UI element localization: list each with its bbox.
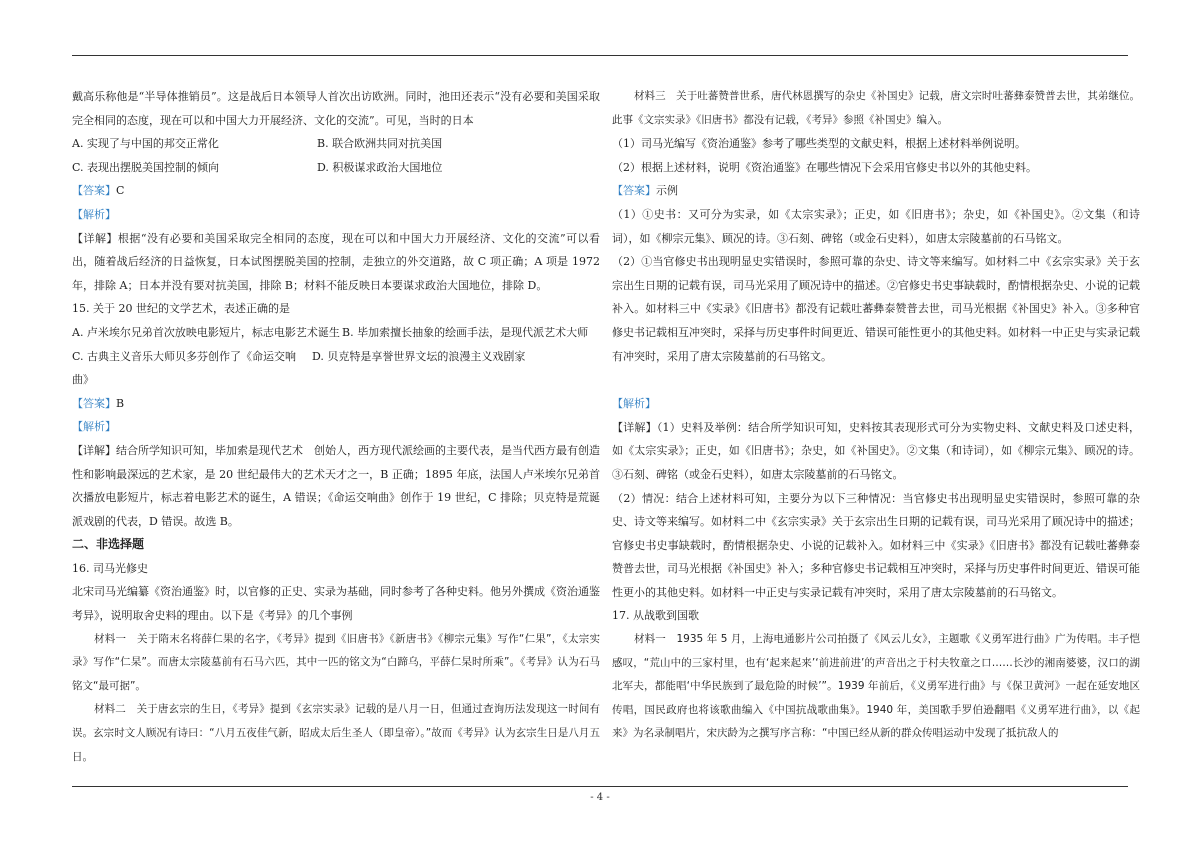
q15-option-a: A. 卢米埃尔兄弟首次放映电影短片，标志电影艺术诞生 [72, 325, 340, 339]
q14-stem-tail: 戴高乐称他是“半导体推销员”。这是战后日本领导人首次出访欧洲。同时，池田还表示“没有必要和美国采取完全相同的态度，现在可以和中国大力开展经济、文化的交流”。可见，当时的日本 [72, 90, 600, 127]
answer-label: 【答案】 [72, 396, 116, 410]
q16-detail-part-2: （2）情况：结合上述材料可知，主要分为以下三种情况：当官修史书出现明显史实错误时，参照可靠的杂史、诗文等来编写。如材料二中《玄宗实录》关于玄宗出生日期的记载有误，司马光采用了顾况诗中的描述；官修史书史事缺载时，酌情根据杂史、小说的记载补入。如材料三中《实录》《旧唐书》都没有记载吐蕃彝泰赞普去世，司马光根据《补国史》补入；多种官修史书记载相互冲突时，采择与历史事件时间更近、错误可能性更小的其他史料。如材料一中正史与实录记载有冲突时，采用了唐太宗陵墓前的石马铭文。 [612, 491, 1140, 599]
q16-material-2: 材料二 关于唐玄宗的生日，《考异》提到《玄宗实录》记载的是八月一日，但通过查询历法发现这一时间有误。玄宗时文人顾况有诗曰：“八月五夜佳气新，昭成太后生圣人（即皇帝）。”故而《考异》认为玄宗生日是八月五日。 [72, 703, 600, 763]
q17-title: 17. 从战歌到国歌 [612, 609, 699, 623]
detail-label: 【详解】 [612, 420, 657, 434]
q14-option-c: C. 表现出摆脱美国控制的倾向 [72, 160, 220, 174]
detail-text: 结合所学知识可知，毕加索是现代艺术 创始人，西方现代派绘画的主要代表，是当代西方最有创造性和影响最深远的艺术家，是 20 世纪最伟大的艺术天才之一，B 正确；1895 年底，法国人卢米埃尔兄弟首次播放电影短片，标志着电影艺术的诞生，A 错误；《命运交响曲》创作于 19 世纪，C 排除；贝克特是荒诞派戏剧的代表，D 错误。故选 B。 [72, 443, 600, 528]
q14-options-row-1 [72, 132, 600, 156]
q16-stem: 北宋司马光编纂《资治通鉴》时，以官修的正史、实录为基础，同时参考了各种史料。他另外撰成《资治通鉴考异》，说明取舍史料的理由。以下是《考异》的几个事例 [72, 585, 600, 623]
analysis-label: 【解析】 [72, 420, 116, 434]
q15-option-b: B. 毕加索擅长抽象的绘画手法，是现代派艺术大师 [342, 325, 589, 339]
q15-detail [72, 439, 600, 533]
q16-material-1: 材料一 关于隋末名将薛仁果的名字，《考异》提到《旧唐书》《新唐书》《柳宗元集》写作“仁果”，《太宗实录》写作“仁杲”。而唐太宗陵墓前有石马六匹，其中一匹的铭文为“白蹄乌，平薛仁杲时所乘”。《考异》认为石马铭文“最可据”。 [72, 632, 600, 692]
analysis-label: 【解析】 [612, 397, 656, 411]
detail-text: 根据“没有必要和美国采取完全相同的态度，现在可以和中国大力开展经济、文化的交流”可以看出，随着战后经济的日益恢复，日本试图摆脱美国的控制，走独立的外交道路，故 C 项正确；A 项是 1972 年，排除 A；日本并没有要对抗美国，排除 B；材料不能反映日本要谋求政治大国地位，排除 D。 [72, 231, 601, 292]
q16-answer-part-1: （1）①史书：又可分为实录，如《太宗实录》；正史，如《旧唐书》；杂史，如《补国史》。②文集（和诗词），如《柳宗元集》、顾况的诗。③石刻、碑铭（或金石史料），如唐太宗陵墓前的石马铭文。 [612, 207, 1140, 245]
q16-answer-part-2: （2）①当官修史书出现明显史实错误时，参照可靠的杂史、诗文等来编写。如材料二中《玄宗实录》关于玄宗出生日期的记载有误，司马光采用了顾况诗中的描述。②官修史书史事缺载时，酌情根据杂史、小说的记载补入。如材料三中《实录》《旧唐书》都没有记载吐蕃彝泰赞普去世，司马光根据《补国史》补入。③多种官修史书记载相互冲突时，采择与历史事件时间更近、错误可能性更小的其他史料。如材料一中正史与实录记载有冲突时，采用了唐太宗陵墓前的石马铭文。 [612, 255, 1140, 363]
section-title: 二、非选择题 [72, 537, 145, 552]
q15-stem: 15. 关于 20 世纪的文学艺术，表述正确的是 [72, 302, 290, 316]
q16-detail-part-1 [612, 416, 1140, 487]
q14-option-d: D. 积极谋求政治大国地位 [317, 160, 443, 174]
header-rule [72, 55, 1128, 56]
q17-material-1: 材料一 1935 年 5 月，上海电通影片公司拍摄了《风云儿女》，主题歌《义勇军进行曲》广为传唱。丰子恺感叹，“荒山中的三家村里，也有‘起来起来’‘前进前进’的声音出之于村夫牧童之口……长沙的湘南婆婆，汉口的湖北军夫，都能唱‘中华民族到了最危险的时候’”。1939 年前后，《义勇军进行曲》与《保卫黄河》一起在延安地区传唱，国民政府也将该歌曲编入《中国抗战歌曲集》。1940 年，美国歌手罗伯逊翻唱《义勇军进行曲》，以《起来》为名录制唱片，宋庆龄为之撰写序言称：“中国已经从新的群众传唱运动中发现了抵抗敌人的 [612, 633, 1140, 740]
detail-label: 【详解】 [72, 231, 118, 245]
q14-options-row-2 [72, 156, 600, 180]
q16-material-3: 材料三 关于吐蕃赞普世系，唐代林恩撰写的杂史《补国史》记载，唐文宗时吐蕃彝泰赞普去世，其弟继位。此事《文宗实录》《旧唐书》都没有记载，《考异》参照《补国史》编入。 [612, 90, 1140, 126]
answer-value: B [116, 396, 125, 410]
q14-analysis [72, 203, 600, 227]
q16-sub-question-2: （2）根据上述材料，说明《资治通鉴》在哪些情况下会采用官修史书以外的其他史料。 [612, 160, 1037, 174]
q14-option-b: B. 联合欧洲共同对抗美国 [317, 137, 443, 151]
q14-answer [72, 179, 600, 203]
spacer [612, 368, 1140, 392]
footer-rule [72, 786, 1128, 787]
page-number: - 4 - [590, 792, 610, 803]
answer-value: 示例 [656, 184, 678, 198]
q16-sub-question-1: （1）司马光编写《资治通鉴》参考了哪些类型的文献史料，根据上述材料举例说明。 [612, 137, 1026, 151]
detail-text: （1）史料及举例：结合所学知识可知，史料按其表现形式可分为实物史料、文献史料及口述史料，如《太宗实录》；正史，如《旧唐书》；杂史，如《补国史》。②文集（和诗词），如《柳宗元集》、顾况的诗。③石刻、碑铭（或金石史料），如唐太宗陵墓前的石马铭文。 [612, 420, 1140, 481]
q16-title: 16. 司马光修史 [72, 561, 148, 575]
right-column [612, 85, 1140, 746]
q15-option-c: C. 古典主义音乐大师贝多芬创作了《命运交响曲》 [72, 349, 297, 387]
q16-analysis [612, 392, 1140, 416]
q14-option-a: A. 实现了与中国的邦交正常化 [72, 137, 219, 151]
q15-options-row-2 [72, 345, 600, 392]
q14-detail [72, 227, 600, 298]
q15-answer [72, 392, 600, 416]
answer-label: 【答案】 [612, 184, 656, 198]
q15-option-d: D. 贝克特是享誉世界文坛的浪漫主义戏剧家 [312, 349, 526, 363]
answer-value: C [116, 184, 125, 198]
analysis-label: 【解析】 [72, 207, 116, 221]
left-column [72, 85, 600, 769]
answer-label: 【答案】 [72, 184, 116, 198]
q15-analysis [72, 415, 600, 439]
detail-label: 【详解】 [72, 443, 116, 457]
q16-answer [612, 179, 1140, 203]
q15-options-row-1 [72, 321, 600, 345]
